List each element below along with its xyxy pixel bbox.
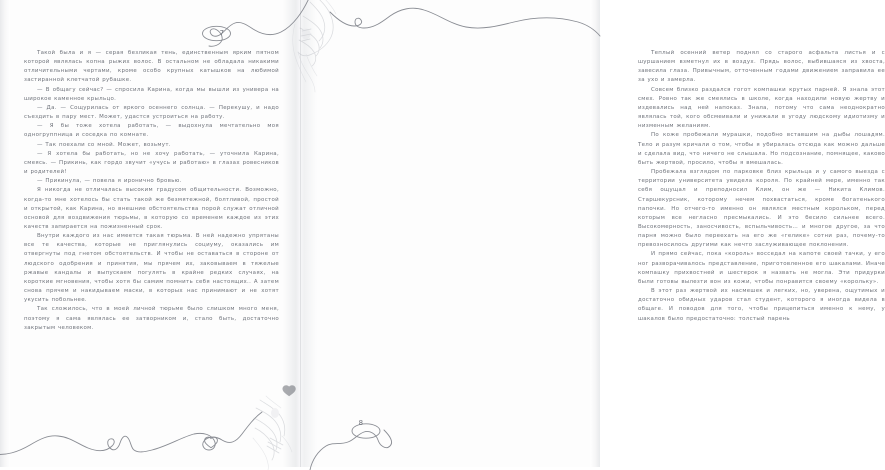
right-page-body-text xyxy=(638,49,885,324)
paragraph: В этот раз жертвой их насмешек и легких, но, уверена, ощутимых и достаточно обидных ударов стал студент, которого я иногда видела в общаге. И поводов для того, чтобы прицепиться именно к нему, у шакалов было предостаточно: толстый парень xyxy=(638,288,885,322)
right-page-edge-shadow xyxy=(590,0,600,467)
paragraph: Теплый осенний ветер поднял со старого асфальта листья и с шуршанием взметнул их в воздух. Прядь волос, выбившаяся из хвоста, завесила глаза. Привычным, отточенным годами движением заправила ее за ухо и замерла. xyxy=(638,50,885,84)
paragraph: Я никогда не отличалась высоким градусом общительности. Возможно, когда-то мне хотелось бы стать такой же безмятежной, болтливой, простой и открытой, как Карина, но внешние обстоятельства порой служат отличной основой для воздвижения тюрьмы, в которую со временем каждое из этих качеств запирается на пожизненный срок. xyxy=(24,187,279,230)
page-number-right: 8 xyxy=(358,419,364,427)
paragraph: — Да. — Сощурилась от яркого осеннего солнца. — Перекушу, и надо съездить в пару мест. Может, удастся устроиться на работу. xyxy=(24,104,279,121)
left-page xyxy=(0,0,300,467)
paragraph: Совсем близко раздался гогот компашки крутых парней. Я знала этот смех. Ровно так же смеялись в школе, когда находили новую жертву и издевались над ней напоказ. Знала, потому что сама неоднократно являлась той, кого обсмеивали и унижали в угоду людскому идиотизму и низменным желаниям. xyxy=(638,86,885,130)
paragraph: — Я бы тоже хотела работать, — выдохнула мечтательно моя одногруппница и соседка по комнате. xyxy=(24,123,279,139)
paragraph: Пробежала взглядом по парковке близ крыльца и у самого выезда с территории университета увидела короля. По крайней мере, именно так себя ощущал и преподносил Клим, он же — Никита Климов. Старшекурсник, которому нечем похвастаться, кроме богатенького папочки. Но отчего-то именно он являлся местным корольком, перед которым все негласно пресмыкались. И это бесило сильнее всего. Высокомерность, заносчивость, вспыльчивость… и многое другое, за что парня можно было переехать на его же «гелике» сотни раз, почему-то превозносилось другими как нечто заслуживающее поклонения. xyxy=(638,169,885,249)
left-page-body-text xyxy=(24,49,279,333)
right-page xyxy=(300,0,885,467)
paragraph: Внутри каждого из нас имеется такая тюрьма. В ней надежно упрятаны все те качества, которые не приглянулись социуму, оказались им отвергнуты под гнетом обстоятельств. И чтобы не оставаться в стороне от людского одобрения и принятия, мы прячем их, заковываем в тяжелые ржавые кандалы и выпускаем погулять в крайне редких случаях, на короткие мгновения, чтобы хотя бы самим помнить себя настоящих.. А затем снова прячем и накидываем маски, в которых нас принимают и не хотят укусить побольнее. xyxy=(24,233,279,304)
paragraph: — Прикинула, — повела я иронично бровью. xyxy=(37,178,182,185)
paragraph: — Так поехали со мной. Может, возьмут. xyxy=(37,141,171,148)
page-number-left: 7 xyxy=(219,29,225,37)
paragraph: И прямо сейчас, пока «король» восседал на капоте своей тачки, у его ног разворачивалось представление, приготовленное его шакалами. Иначе компашку прихвостней и шестерок я назвать не могла. Эти придурки были готовы вылезти вон из кожи, чтобы понравится своему «корольку». xyxy=(638,251,885,285)
paragraph: Такой была и я — серая безликая тень, единственным ярким пятном которой являлась копна рыжих волос. В остальном не обладала никакими отличительными чертами, кроме особо крупных катышков на любимой застиранной клетчатой рубашке. xyxy=(24,50,279,84)
left-page-edge-shadow xyxy=(0,0,10,467)
paragraph: — Я хотела бы работать, но не хочу работать, — уточнила Карина, смеясь. — Прикинь, как гордо звучит «учусь и работаю» в глазах ровесников и родителей! xyxy=(24,150,279,176)
paragraph: Так сложилось, что в моей личной тюрьме было слишком много меня, поэтому я сама являлась ее затворником и, стало быть, достаточно закрытым человеком. xyxy=(24,306,279,331)
paragraph: — В общагу сейчас? — спросила Карина, когда мы вышли из универа на широкое каменное крыльцо. xyxy=(24,86,279,102)
paragraph: По коже пробежали мурашки, подобно вставшим на дыбы лошадям. Тело и разум кричали о том, чтобы я убиралась отсюда как можно дальше и сделала вид, что ничего не слышала. Но подсознание, помнящее, каково быть жертвой, просило, чтобы я вмешалась. xyxy=(638,132,885,166)
